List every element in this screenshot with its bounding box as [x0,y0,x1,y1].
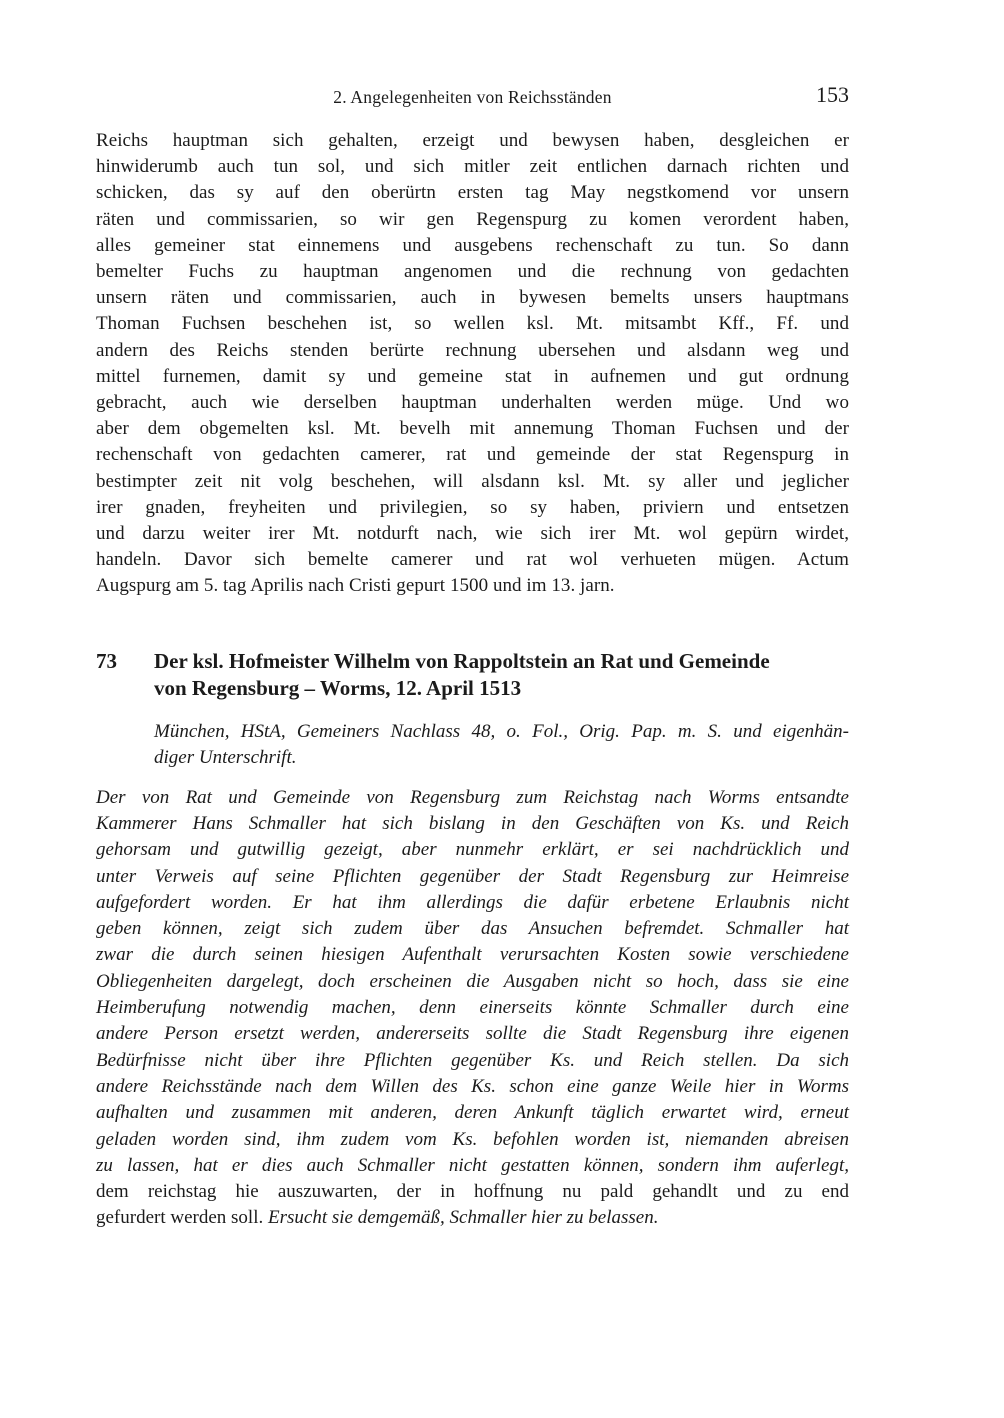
text-line [96,1179,849,1205]
text-line: gebracht, auch wie derselben hauptman underhalten werden müge. Und wo [96,392,849,414]
text-line [96,864,849,890]
italic-text-segment: Ersucht sie demgemäß, Schmaller hier zu belassen. [268,1207,659,1229]
text-line: irer gnaden, freyheiten und privilegien, so sy haben, priviern und entsetzen [96,496,849,518]
text-line: unsern räten und commissarien, auch in bywesen bemelts unsers hauptmans [96,287,849,309]
text-line: München, HStA, Gemeiners Nachlass 48, o. Fol., Orig. Pap. m. S. und eigenhän- [154,720,849,742]
text-line [96,1074,849,1100]
text-line: Der ksl. Hofmeister Wilhelm von Rappoltstein an Rat und Gemeinde [154,648,770,673]
italic-text-segment: gehorsam und gutwillig gezeigt, aber nunmehr erklärt, er sei nachdrücklich und [96,839,849,861]
source-note [154,719,849,771]
text-line [96,1100,849,1126]
italic-text-segment: andere Reichsstände nach dem Willen des Ks. schon eine ganze Weile hier in Worms [96,1075,849,1097]
italic-text-segment: Obliegenheiten dargelegt, doch erscheinen die Ausgaben nicht so hoch, dass sie eine [96,970,849,992]
page-header [96,82,849,111]
italic-text-segment: geladen worden sind, ihm zudem vom Ks. befohlen worden ist, niemanden abreisen [96,1128,849,1150]
text-line: alles gemeiner stat einnemens und ausgebens rechenschaft zu tun. So dann [96,234,849,256]
italic-text-segment: unter Verweis auf seine Pflichten gegenüber der Stadt Regensburg zur Heimreise [96,865,849,887]
text-line [96,916,849,942]
text-line: Thoman Fuchsen beschehen ist, so wellen ksl. Mt. mitsambt Kff., Ff. und [96,313,849,335]
text-line: räten und commissarien, so wir gen Regenspurg zu komen verordent haben, [96,208,849,230]
entry-heading [96,648,849,702]
italic-text-segment: Der von Rat und Gemeinde von Regensburg zum Reichstag nach Worms entsandte [96,786,849,808]
text-line: bemelter Fuchs zu hauptman angenomen und die rechnung von gedachten [96,261,849,283]
text-line [96,1127,849,1153]
roman-text-segment: gefurdert werden soll. [96,1207,268,1229]
text-line: bestimpter zeit nit volg beschehen, will alsdann ksl. Mt. sy aller und jeglicher [96,470,849,492]
italic-text-segment: zwar die durch seinen hiesigen Aufenthalt verursachten Kosten sowie verschiedene [96,944,849,966]
text-line [96,1021,849,1047]
text-line: handeln. Davor sich bemelte camerer und rat wol verhueten mügen. Actum [96,549,849,571]
italic-text-segment: Bedürfnisse nicht über ihre Pflichten gegenüber Ks. und Reich stellen. Da sich [96,1049,849,1071]
text-line [96,995,849,1021]
text-line [96,837,849,863]
roman-text-segment: dem reichstag hie auszuwarten, der in hoffnung nu pald gehandlt und zu end [96,1181,849,1203]
text-line [96,1153,849,1179]
entry-summary [96,785,849,1232]
text-line: schicken, das sy auf den oberürtn ersten tag May negstkomend vor unsern [96,182,849,204]
italic-text-segment: aufhalten und zusammen mit anderen, deren Ankunft täglich erwartet wird, erneut [96,1102,849,1124]
text-block [96,82,849,1232]
text-line: mittel furnemen, damit sy und gemeine stat in aufnemen und gut ordnung [96,365,849,387]
entry-title [154,648,849,702]
text-line [96,1205,849,1231]
text-line [96,890,849,916]
text-line [96,942,849,968]
page-number: 153 [816,82,849,107]
italic-text-segment: zu lassen, hat er dies auch Schmaller nicht gestatten können, sondern ihm auferlegt, [96,1154,849,1176]
text-line [96,811,849,837]
text-line: Reichs hauptman sich gehalten, erzeigt und bewysen haben, desgleichen er [96,130,849,151]
text-line: rechenschaft von gedachten camerer, rat und gemeinde der stat Regenspurg in [96,444,849,466]
italic-text-segment: aufgefordert worden. Er hat ihm allerdings die dafür erbetene Erlaubnis nicht [96,891,849,913]
text-line: von Regensburg – Worms, 12. April 1513 [154,675,522,700]
text-line: diger Unterschrift. [154,746,297,768]
text-line: aber dem obgemelten ksl. Mt. bevelh mit annemung Thoman Fuchsen und der [96,418,849,440]
entry-73 [96,648,849,1232]
text-line: hinwiderumb auch tun sol, und sich mitler zeit entlichen darnach richten und [96,156,849,178]
italic-text-segment: Kammerer Hans Schmaller hat sich bislang in den Geschäften von Ks. und Reich [96,812,849,834]
italic-text-segment: andere Person ersetzt werden, andererseits sollte die Stadt Regensburg ihre eigenen [96,1023,849,1045]
italic-text-segment: geben können, zeigt sich zudem über das Ansuchen befremdet. Schmaller hat [96,918,849,940]
running-title: 2. Angelegenheiten von Reichsständen [333,87,612,107]
italic-text-segment: Heimberufung notwendig machen, denn einerseits könnte Schmaller durch eine [96,997,849,1019]
text-line [96,969,849,995]
text-line: andern des Reichs stenden berürte rechnung ubersehen und alsdann weg und [96,339,849,361]
entry-number: 73 [96,648,117,673]
text-line: und darzu weiter irer Mt. notdurft nach, wie sich irer Mt. wol gepürn wirdet, [96,523,849,545]
document-text-paragraph [96,128,849,600]
text-line: Augspurg am 5. tag Aprilis nach Cristi gepurt 1500 und im 13. jarn. [96,575,615,597]
text-line [96,785,849,811]
text-line [96,1048,849,1074]
